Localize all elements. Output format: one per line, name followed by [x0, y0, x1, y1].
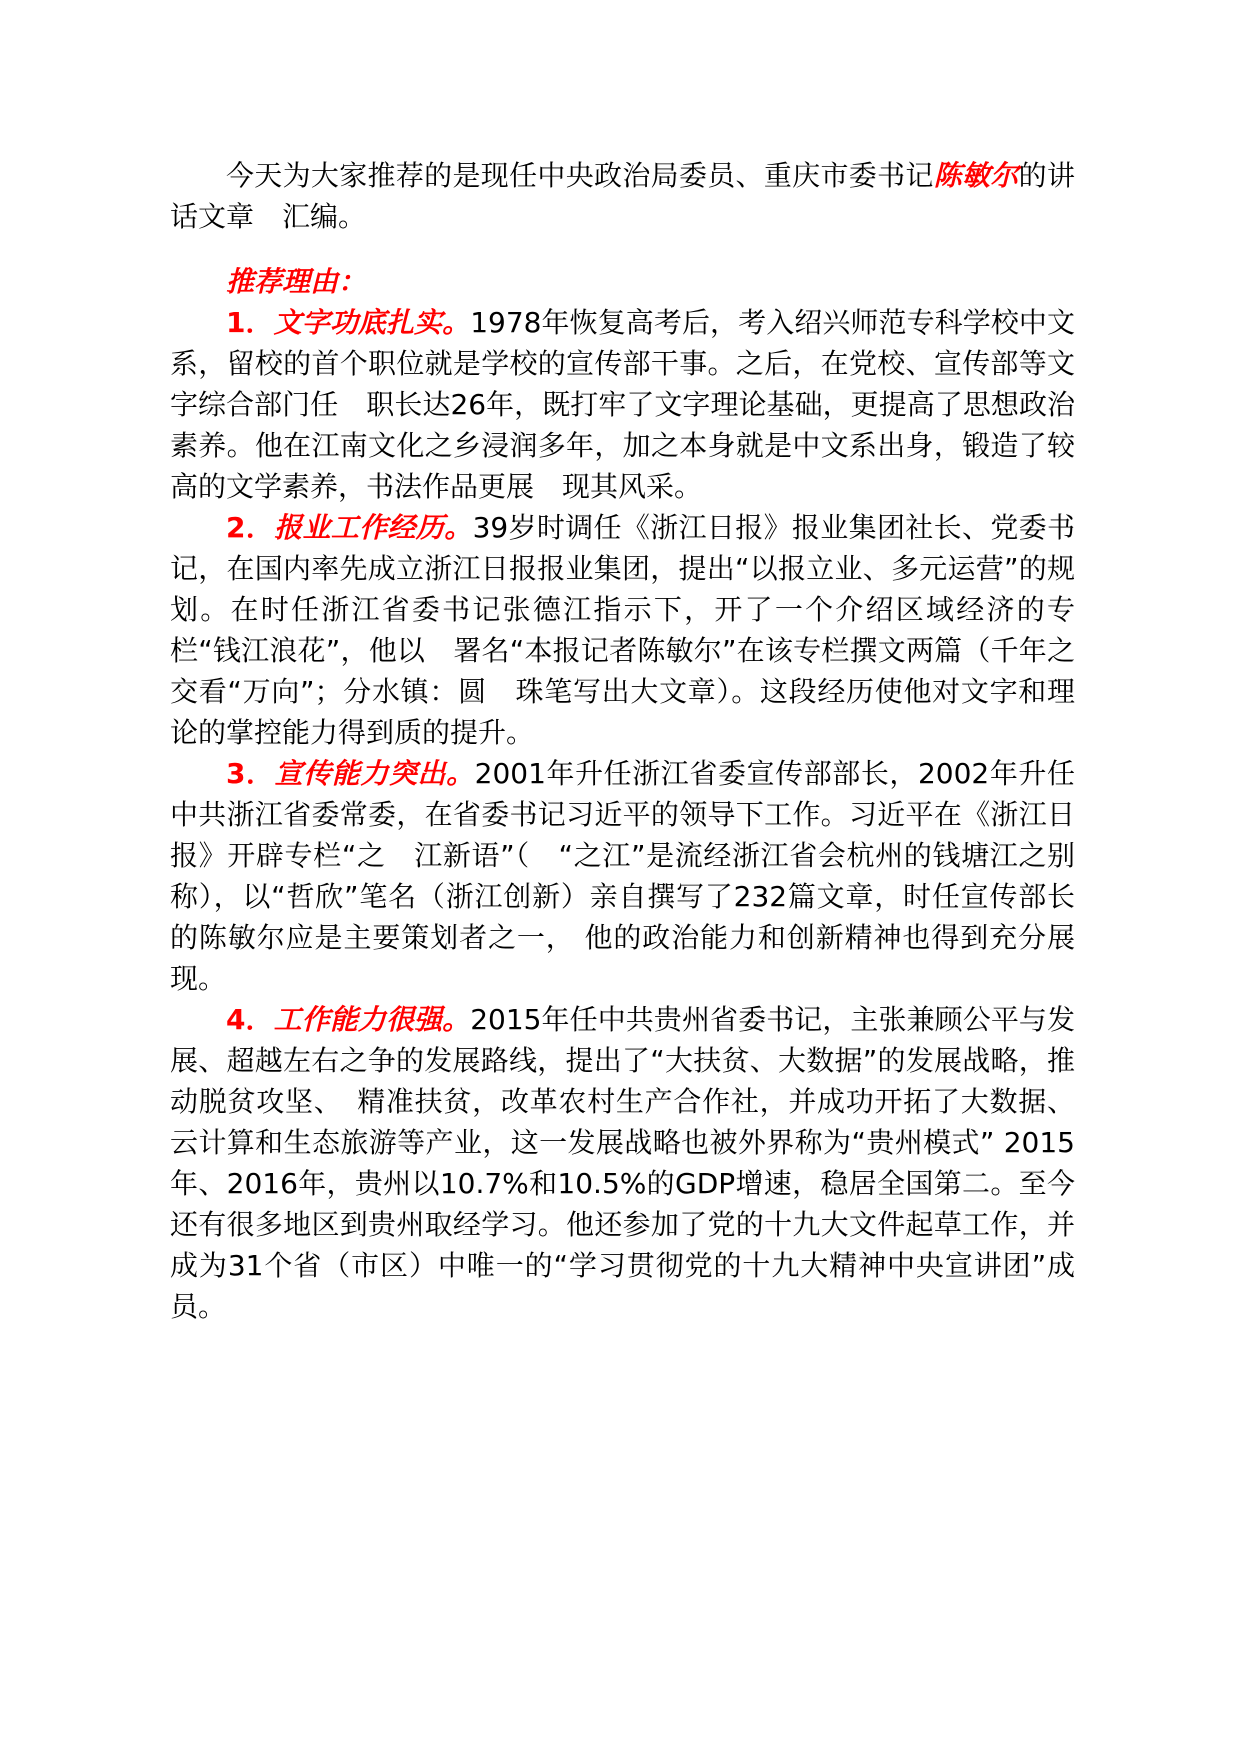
intro-paragraph [170, 155, 1075, 237]
intro-text-before: 今天为大家推荐的是现任中央政治局委员、重庆市委书记 [226, 159, 934, 192]
reason-item-2 [170, 507, 1075, 753]
reason-number: 2． [226, 511, 275, 544]
reason-title: 文字功底扎实。 [273, 306, 471, 339]
reason-body: 1978年恢复高考后，考入绍兴师范专科学校中文系，留校的首个职位就是学校的宣传部干事。之后，在党校、宣传部等文字综合部门任 职长达26年，既打牢了文字理论基础，更提高了思想政治素养。他在江南文化之乡浸润多年，加之本身就是中文系出身，锻造了较高的文学素养，书法作品更展 现其风采。 [170, 306, 1075, 503]
reasons-heading: 推荐理由： [226, 265, 367, 298]
intro-text-after: 的讲话文章 汇编。 [170, 159, 1075, 233]
reason-title: 工作能力很强。 [273, 1003, 471, 1036]
reason-item-4 [170, 999, 1075, 1327]
reason-body: 39岁时调任《浙江日报》报业集团社长、党委书记，在国内率先成立浙江日报报业集团，提出“以报立业、多元运营”的规划。在时任浙江省委书记张德江指示下，开了一个介绍区域经济的专栏“钱江浪花”，他以 署名“本报记者陈敏尔”在该专栏撰文两篇（千年之交看“万向”；分水镇：圆 珠笔写出大文章）。这段经历使他对文字和理论的掌控能力得到质的提升。 [170, 511, 1075, 749]
reason-body: 2001年升任浙江省委宣传部部长，2002年升任中共浙江省委常委，在省委书记习近平的领导下工作。习近平在《浙江日报》开辟专栏“之 江新语”（ “之江”是流经浙江省会杭州的钱塘江之别称），以“哲欣”笔名（浙江创新）亲自撰写了232篇文章，时任宣传部长的陈敏尔应是主要策划者之一， 他的政治能力和创新精神也得到充分展现。 [170, 757, 1075, 995]
reason-item-1 [170, 302, 1075, 507]
reason-title: 宣传能力突出。 [274, 757, 475, 790]
reason-item-3 [170, 753, 1075, 999]
highlighted-name: 陈敏尔 [933, 159, 1019, 192]
reason-number: 4． [226, 1003, 274, 1036]
document-page [170, 155, 1075, 1327]
reason-number: 1． [226, 306, 274, 339]
reason-title: 报业工作经历。 [274, 511, 473, 544]
reason-number: 3． [226, 757, 275, 790]
reason-body: 2015年任中共贵州省委书记，主张兼顾公平与发展、超越左右之争的发展路线，提出了“大扶贫、大数据”的发展战略，推动脱贫攻坚、 精准扶贫，改革农村生产合作社，并成功开拓了大数据、云计算和生态旅游等产业，这一发展战略也被外界称为“贵州模式” 2015年、2016年，贵州以10.7%和10.5%的GDP增速，稳居全国第二。至今还有很多地区到贵州取经学习。他还参加了党的十九大文件起草工作，并成为31个省（市区）中唯一的“学习贯彻党的十九大精神中央宣讲团”成员。 [170, 1003, 1075, 1323]
